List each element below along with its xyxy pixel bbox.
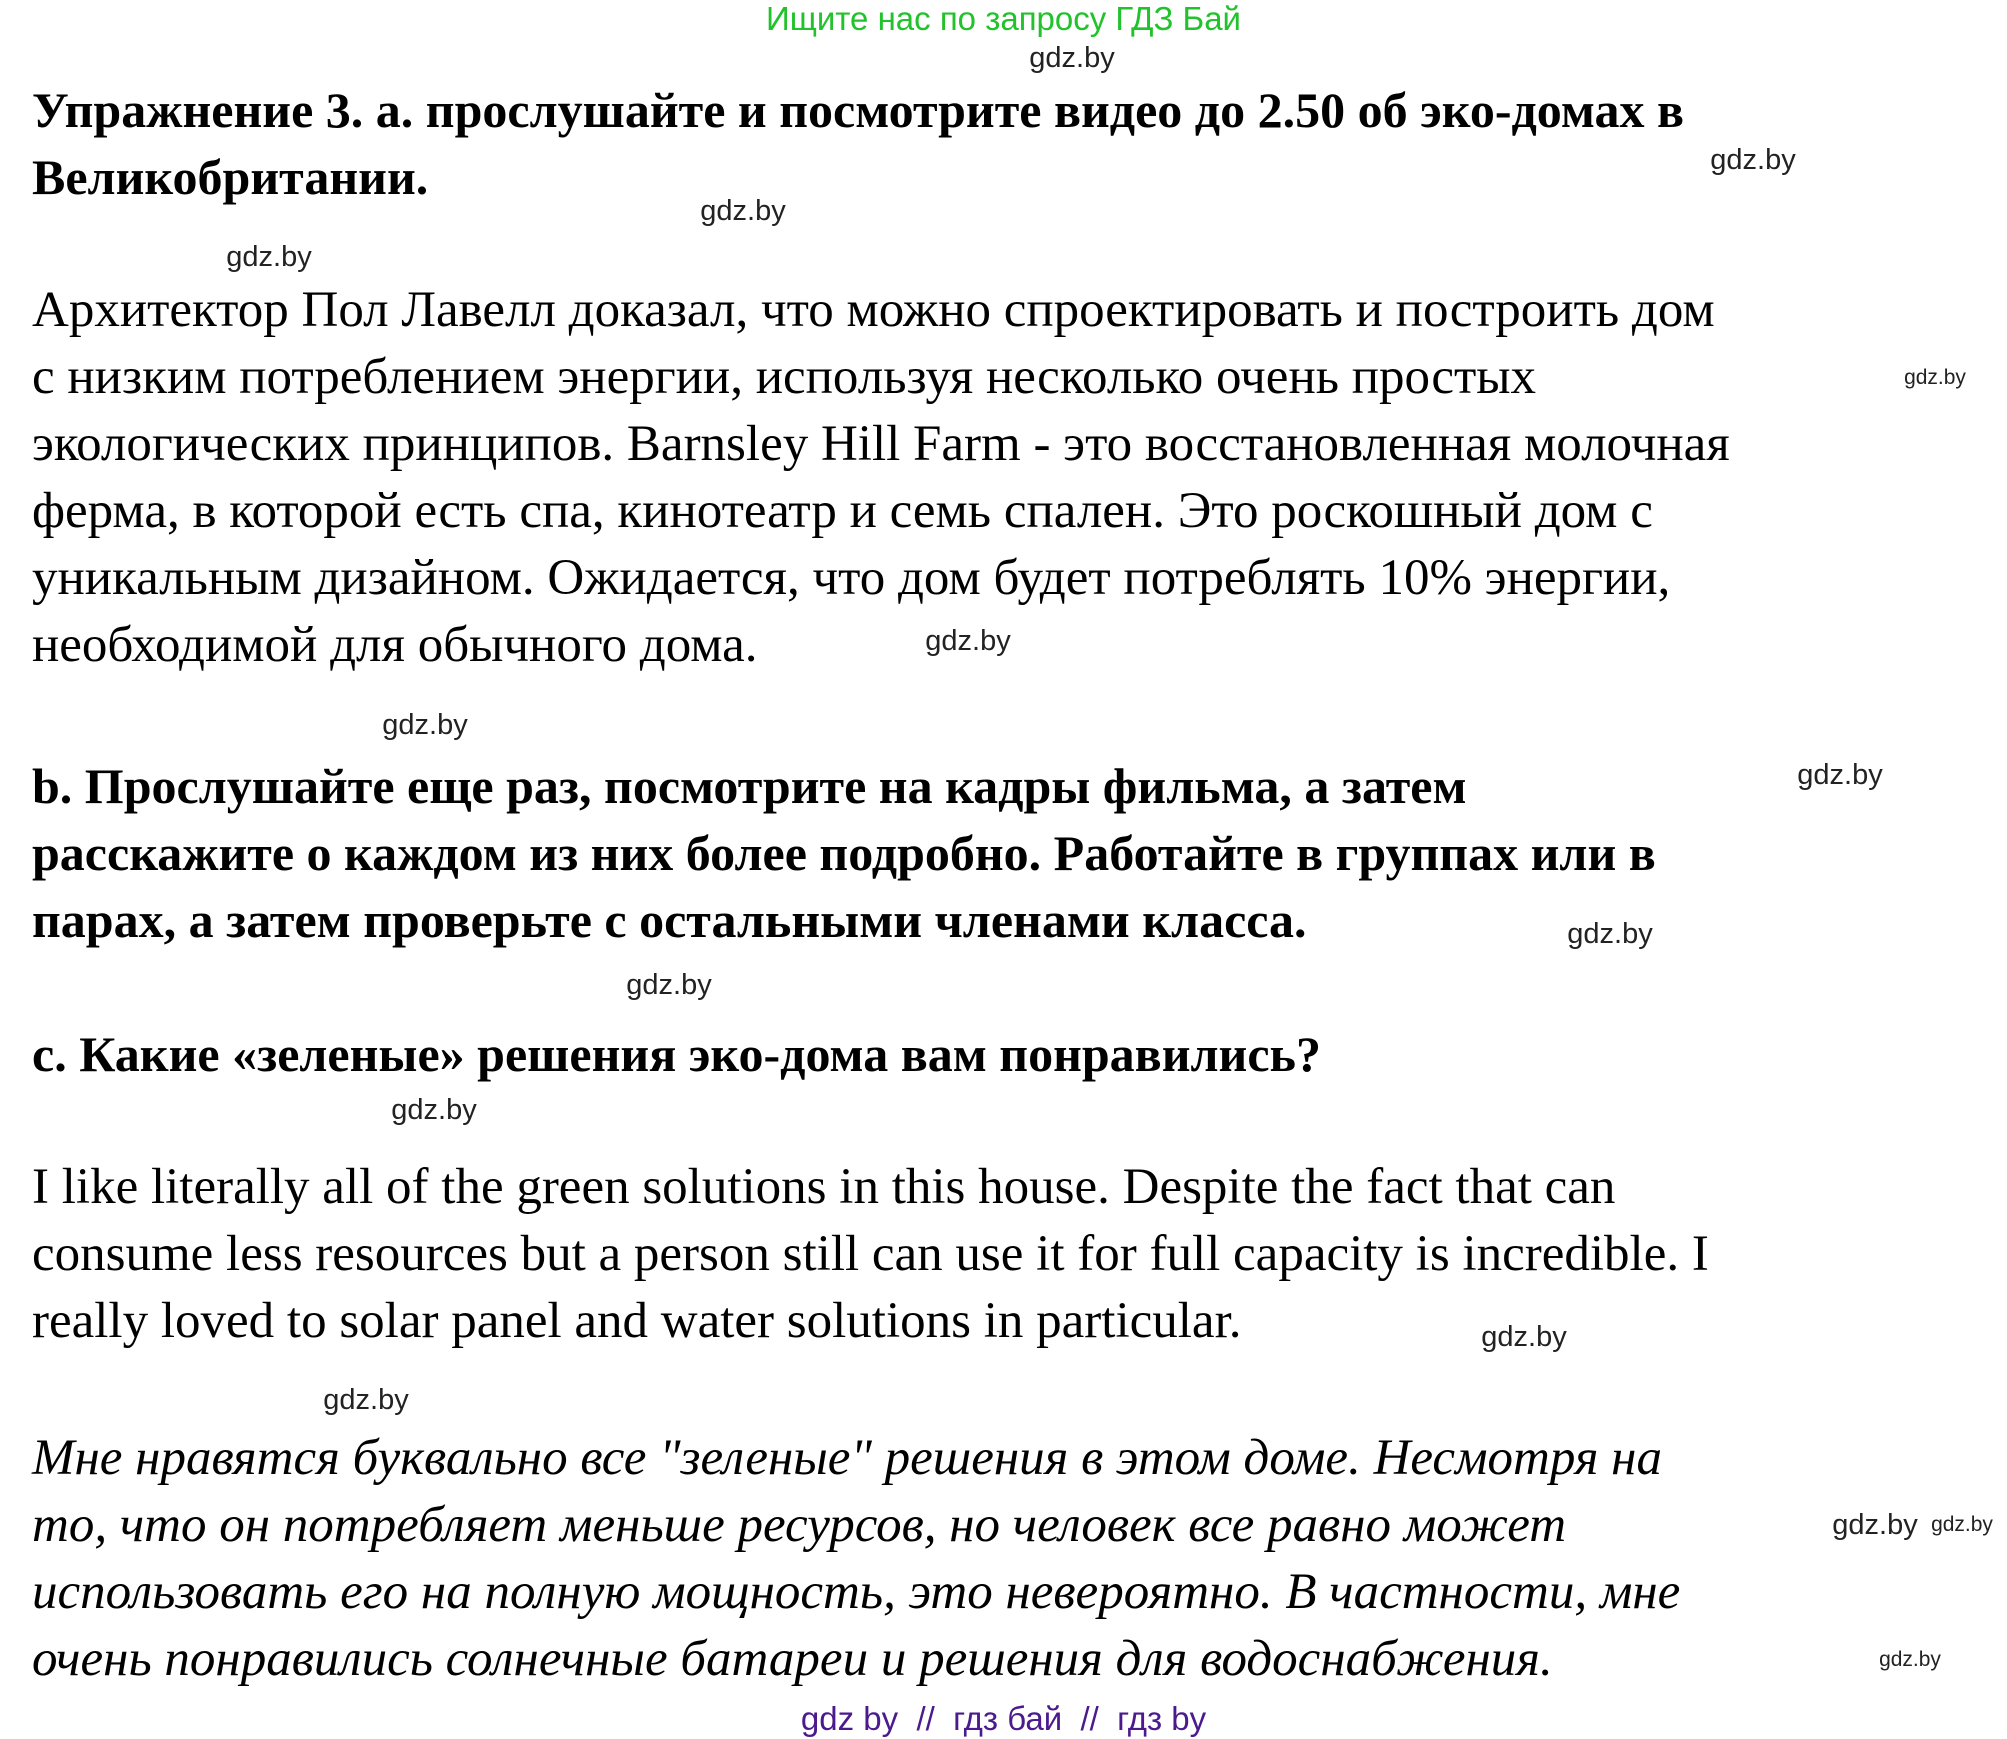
watermark: gdz.by xyxy=(1567,918,1653,950)
watermark: gdz.by xyxy=(382,709,468,741)
paragraph-line: необходимой для обычного дома. xyxy=(32,617,758,673)
answer-en-line: really loved to solar panel and water solutions in particular. xyxy=(32,1293,1242,1349)
watermark: gdz.by xyxy=(700,195,786,227)
watermark: gdz.by xyxy=(391,1094,477,1126)
answer-en-line: consume less resources but a person still can use it for full capacity is incredible. I xyxy=(32,1226,1709,1282)
answer-ru-line: то, что он потребляет меньше ресурсов, но человек все равно может xyxy=(32,1497,1567,1553)
paragraph-line: уникальным дизайном. Ожидается, что дом будет потреблять 10% энергии, xyxy=(32,550,1671,606)
watermark: gdz.by xyxy=(1904,366,1966,389)
exercise-title: Великобритании. xyxy=(32,149,429,205)
paragraph-line: Архитектор Пол Лавелл доказал, что можно спроектировать и построить дом xyxy=(32,282,1715,338)
watermark: gdz.by xyxy=(323,1384,409,1416)
footer-links: gdz by // гдз бай // гдз by xyxy=(800,1700,1207,1737)
watermark: gdz.by xyxy=(1931,1513,1993,1536)
answer-ru-line: использовать его на полную мощность, это невероятно. В частности, мне xyxy=(32,1564,1681,1620)
watermark: gdz.by xyxy=(226,241,312,273)
watermark: gdz.by xyxy=(1879,1648,1941,1671)
paragraph-line: ферма, в которой есть спа, кинотеатр и семь спален. Это роскошный дом с xyxy=(32,483,1653,539)
watermark: gdz.by xyxy=(1797,759,1883,791)
watermark: gdz.by xyxy=(1481,1321,1567,1353)
watermark: gdz.by xyxy=(1029,42,1115,74)
exercise-title: Упражнение 3. a. прослушайте и посмотрите видео до 2.50 об эко-домах в xyxy=(32,82,1685,138)
paragraph-line: с низким потреблением энергии, используя несколько очень простых xyxy=(32,349,1537,405)
paragraph-line: экологических принципов. Barnsley Hill Farm - это восстановленная молочная xyxy=(32,416,1730,472)
watermark: gdz.by xyxy=(1710,144,1796,176)
task-b: расскажите о каждом из них более подробно. Работайте в группах или в xyxy=(32,825,1656,881)
task-c: c. Какие «зеленые» решения эко-дома вам понравились? xyxy=(32,1026,1321,1082)
task-b: b. Прослушайте еще раз, посмотрите на кадры фильма, а затем xyxy=(32,758,1467,814)
watermark: gdz.by xyxy=(925,625,1011,657)
header-banner: Ищите нас по запросу ГДЗ Бай xyxy=(766,0,1241,37)
task-b: парах, а затем проверьте с остальными членами класса. xyxy=(32,892,1307,948)
answer-ru-line: Мне нравятся буквально все "зеленые" решения в этом доме. Несмотря на xyxy=(32,1430,1662,1486)
answer-ru-line: очень понравились солнечные батареи и решения для водоснабжения. xyxy=(32,1631,1553,1687)
answer-en-line: I like literally all of the green solutions in this house. Despite the fact that can xyxy=(32,1159,1616,1215)
watermark: gdz.by xyxy=(1832,1509,1918,1541)
watermark: gdz.by xyxy=(626,969,712,1001)
